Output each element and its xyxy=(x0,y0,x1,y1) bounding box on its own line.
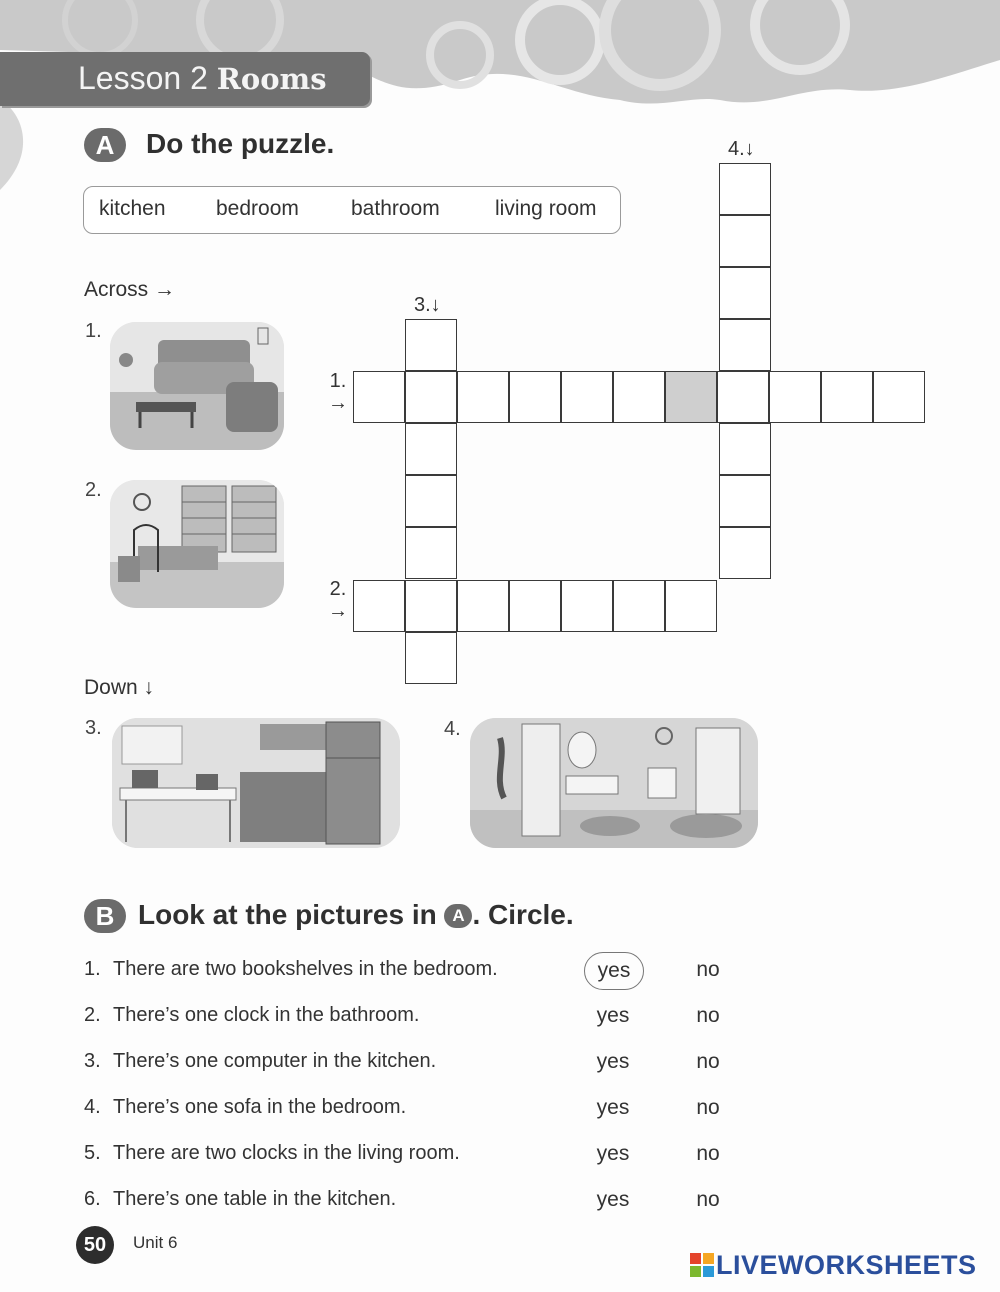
clue-label-across-2 xyxy=(326,578,350,622)
crossword-cell[interactable] xyxy=(405,319,457,371)
down-label: Down ↓ xyxy=(84,676,155,699)
question-number: 6. xyxy=(84,1188,101,1210)
answer-yes[interactable]: yes xyxy=(596,1050,630,1073)
question-text: There’s one table in the kitchen. xyxy=(113,1188,397,1210)
question-number: 2. xyxy=(84,1004,101,1026)
question-text: There are two bookshelves in the bedroom. xyxy=(113,958,498,980)
picture-number: 1. xyxy=(85,320,102,342)
crossword-cell[interactable] xyxy=(509,371,561,423)
crossword-cell[interactable] xyxy=(821,371,873,423)
question-number: 1. xyxy=(84,958,101,980)
crossword-cell[interactable] xyxy=(405,475,457,527)
question-number: 3. xyxy=(84,1050,101,1072)
answer-no[interactable]: no xyxy=(696,1188,720,1211)
picture-number: 3. xyxy=(85,717,102,739)
answer-yes[interactable]: yes xyxy=(596,1142,630,1165)
word-bank-item: bedroom xyxy=(216,197,299,220)
crossword-cell[interactable] xyxy=(873,371,925,423)
crossword-cell[interactable] xyxy=(719,527,771,579)
picture-number: 2. xyxy=(85,479,102,501)
section-b-title xyxy=(138,899,574,931)
crossword-cell[interactable] xyxy=(665,371,717,423)
crossword-cell[interactable] xyxy=(719,267,771,319)
question-number: 5. xyxy=(84,1142,101,1164)
crossword-cell[interactable] xyxy=(717,371,769,423)
crossword-cell[interactable] xyxy=(509,580,561,632)
question-text: There’s one computer in the kitchen. xyxy=(113,1050,437,1072)
answer-no[interactable]: no xyxy=(696,1050,720,1073)
section-a-reference-badge: A xyxy=(444,904,472,928)
crossword-cell[interactable] xyxy=(719,423,771,475)
arrow-right-icon: → xyxy=(328,600,348,622)
crossword-cell[interactable] xyxy=(719,215,771,267)
crossword-cell[interactable] xyxy=(353,371,405,423)
liveworksheets-text: LIVEWORKSHEETS xyxy=(716,1250,977,1280)
crossword-cell[interactable] xyxy=(665,580,717,632)
word-bank-item: kitchen xyxy=(99,197,166,220)
lesson-heading xyxy=(78,60,327,97)
picture-number: 4. xyxy=(444,718,461,740)
crossword-cell[interactable] xyxy=(405,580,457,632)
across-label: Across → xyxy=(84,278,176,301)
section-b-badge: B xyxy=(84,899,126,933)
question-text: There’s one clock in the bathroom. xyxy=(113,1004,420,1026)
answer-no[interactable]: no xyxy=(696,1142,720,1165)
clue-label-down-3: 3.↓ xyxy=(414,294,441,316)
crossword-cell[interactable] xyxy=(405,371,457,423)
crossword-cell[interactable] xyxy=(769,371,821,423)
answer-no[interactable]: no xyxy=(696,958,720,981)
section-a-badge: A xyxy=(84,128,126,162)
answer-yes[interactable]: yes xyxy=(584,952,644,990)
crossword-cell[interactable] xyxy=(457,580,509,632)
answer-no[interactable]: no xyxy=(696,1096,720,1119)
question-number: 4. xyxy=(84,1096,101,1118)
answer-yes[interactable]: yes xyxy=(596,1004,630,1027)
living-room-picture xyxy=(110,322,284,450)
crossword-cell[interactable] xyxy=(561,371,613,423)
crossword-cell[interactable] xyxy=(405,632,457,684)
lesson-title: Rooms xyxy=(216,62,327,96)
word-bank-item: living room xyxy=(495,197,597,220)
crossword-cell[interactable] xyxy=(719,475,771,527)
arrow-right-icon: → xyxy=(328,392,348,414)
liveworksheets-logo[interactable] xyxy=(690,1250,977,1281)
answer-no[interactable]: no xyxy=(696,1004,720,1027)
crossword-cell[interactable] xyxy=(405,423,457,475)
section-b-title-text: . Circle. xyxy=(472,899,574,930)
clue-label-down-4: 4.↓ xyxy=(728,138,755,160)
bedroom-picture xyxy=(110,480,284,608)
crossword-cell[interactable] xyxy=(405,527,457,579)
crossword-cell[interactable] xyxy=(613,580,665,632)
section-b-title-text: Look at the pictures in xyxy=(138,899,437,930)
crossword-cell[interactable] xyxy=(719,163,771,215)
crossword-cell[interactable] xyxy=(353,580,405,632)
clue-number: 1. xyxy=(329,370,347,392)
lesson-label: Lesson 2 xyxy=(78,60,208,96)
kitchen-picture xyxy=(112,718,400,848)
crossword-cell[interactable] xyxy=(457,371,509,423)
question-text: There are two clocks in the living room. xyxy=(113,1142,460,1164)
bathroom-picture xyxy=(470,718,758,848)
crossword-cell[interactable] xyxy=(719,319,771,371)
page-number: 50 xyxy=(76,1226,114,1264)
answer-yes[interactable]: yes xyxy=(596,1096,630,1119)
unit-label: Unit 6 xyxy=(133,1233,178,1252)
question-text: There’s one sofa in the bedroom. xyxy=(113,1096,407,1118)
clue-number: 2. xyxy=(329,578,347,600)
word-bank-item: bathroom xyxy=(351,197,440,220)
answer-yes[interactable]: yes xyxy=(596,1188,630,1211)
section-a-title: Do the puzzle. xyxy=(146,128,335,159)
crossword-cell[interactable] xyxy=(613,371,665,423)
liveworksheets-logo-icon xyxy=(690,1253,714,1277)
crossword-cell[interactable] xyxy=(561,580,613,632)
clue-label-across-1 xyxy=(326,370,350,414)
